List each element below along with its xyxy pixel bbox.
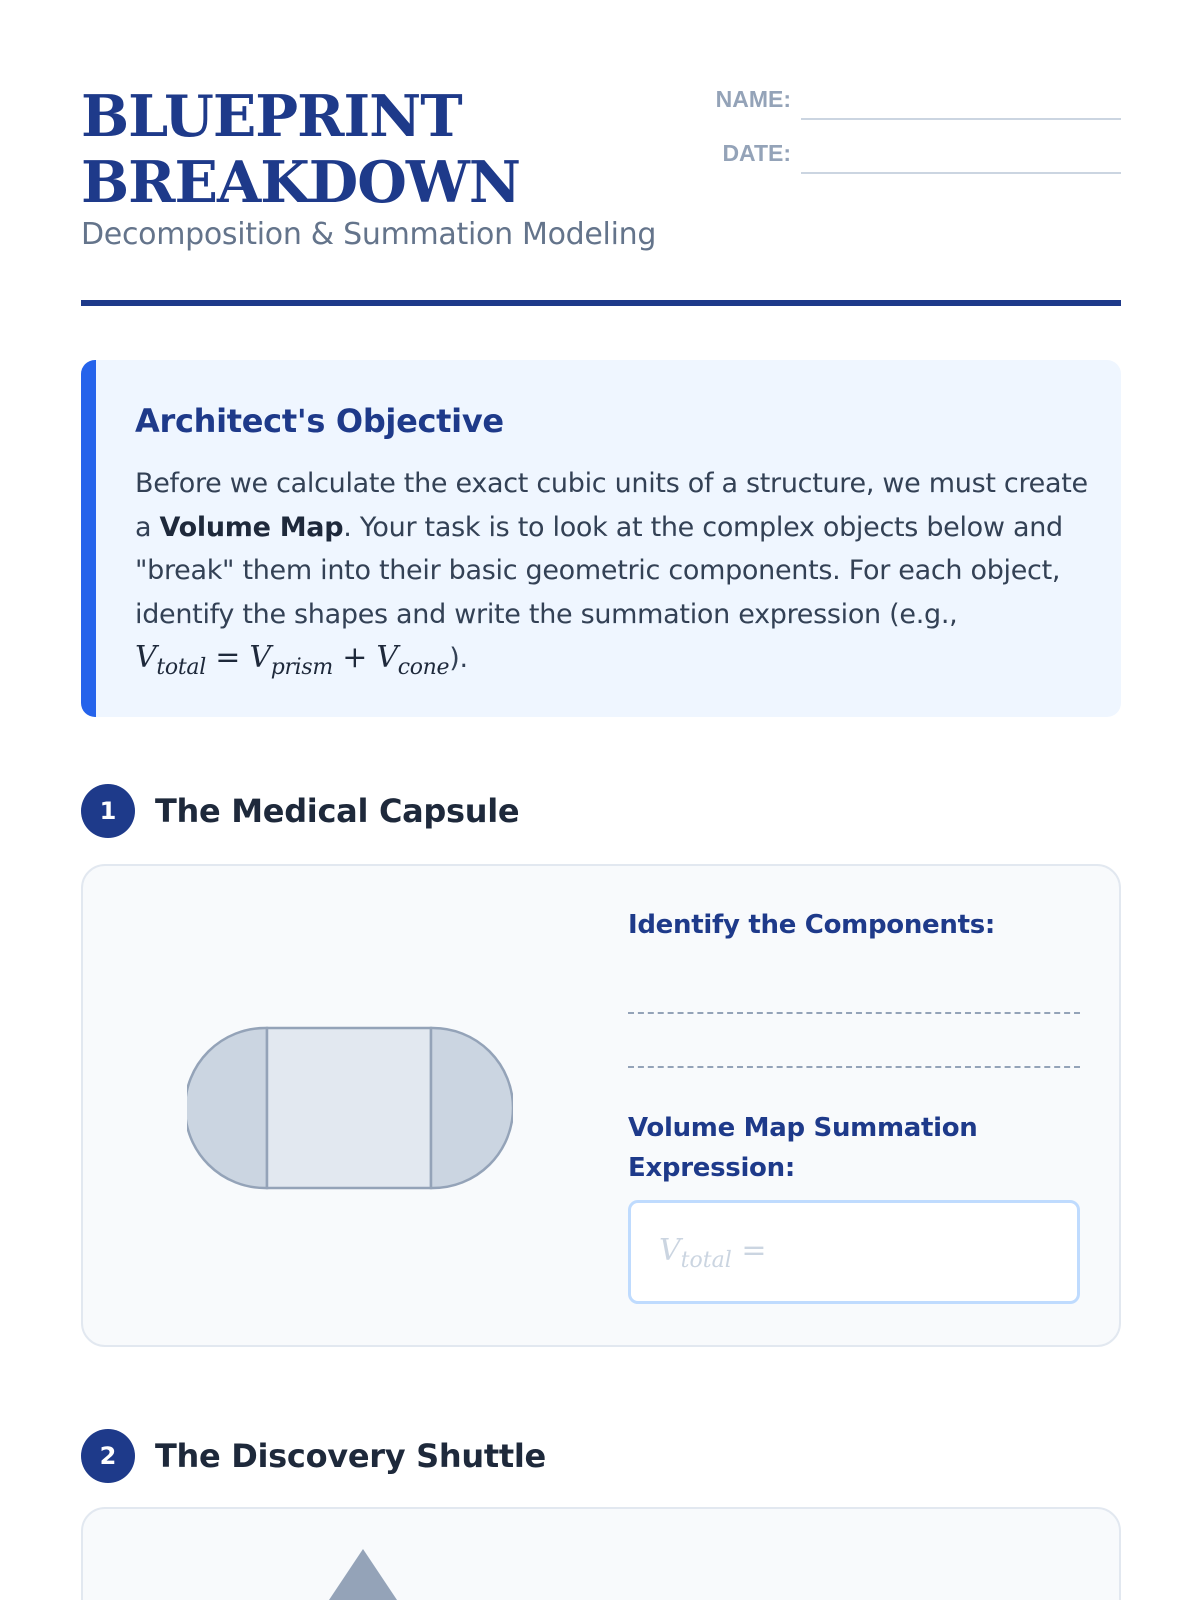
title-line-1: BLUEPRINT — [81, 83, 462, 150]
worksheet-page — [81, 0, 1121, 1600]
capsule-diagram — [187, 1026, 513, 1190]
name-field[interactable] — [801, 118, 1121, 120]
objective-formula — [135, 640, 450, 680]
section-1-card — [81, 864, 1121, 1347]
formula-v1: V — [135, 640, 157, 675]
page-title — [81, 84, 641, 216]
shuttle-cone-diagram — [323, 1549, 403, 1600]
components-label: Identify the Components: — [628, 910, 995, 940]
section-2-title: The Discovery Shuttle — [155, 1437, 546, 1475]
objective-heading: Architect's Objective — [135, 402, 504, 440]
section-1-title: The Medical Capsule — [155, 792, 520, 830]
objective-bold-term: Volume Map — [159, 511, 344, 543]
components-answer-line-2[interactable] — [628, 1066, 1080, 1068]
objective-text — [135, 462, 1095, 690]
header-divider — [81, 300, 1121, 306]
section-2-card — [81, 1507, 1121, 1600]
capsule-cylinder — [267, 1028, 431, 1188]
formula-sub-prism: prism — [270, 655, 333, 680]
capsule-left-hemisphere — [187, 1028, 267, 1188]
summation-input[interactable] — [628, 1200, 1080, 1304]
components-answer-line-1[interactable] — [628, 1012, 1080, 1014]
page-subtitle: Decomposition & Summation Modeling — [81, 217, 657, 252]
summation-placeholder — [659, 1233, 766, 1273]
date-field[interactable] — [801, 172, 1121, 174]
name-label: NAME: — [715, 86, 791, 112]
date-label: DATE: — [722, 140, 791, 166]
formula-sub-total: total — [156, 655, 206, 680]
shuttle-cone — [323, 1549, 403, 1600]
placeholder-eq: = — [741, 1233, 767, 1268]
formula-v2: V — [249, 640, 271, 675]
formula-v3: V — [376, 640, 398, 675]
formula-eq: = — [215, 640, 241, 675]
formula-sub-cone: cone — [397, 655, 450, 680]
objective-text-2: . Your task is to look at the complex objects below and "break" them into their basic geometric components. For each object, identify the shapes and write the summation expression (e.g., — [135, 511, 1063, 630]
placeholder-sub: total — [680, 1248, 732, 1273]
objective-text-3: ). — [449, 643, 468, 674]
formula-plus: + — [342, 640, 368, 675]
objective-box — [81, 360, 1121, 717]
placeholder-v: V — [659, 1233, 681, 1268]
title-line-2: BREAKDOWN — [81, 149, 520, 216]
capsule-right-hemisphere — [431, 1028, 513, 1188]
objective-text-1: Before we calculate the exact cubic units of a structure, we must create a — [135, 468, 1088, 543]
section-1-badge: 1 — [81, 784, 135, 838]
summation-label: Volume Map Summation Expression: — [628, 1113, 978, 1183]
section-2-badge: 2 — [81, 1429, 135, 1483]
